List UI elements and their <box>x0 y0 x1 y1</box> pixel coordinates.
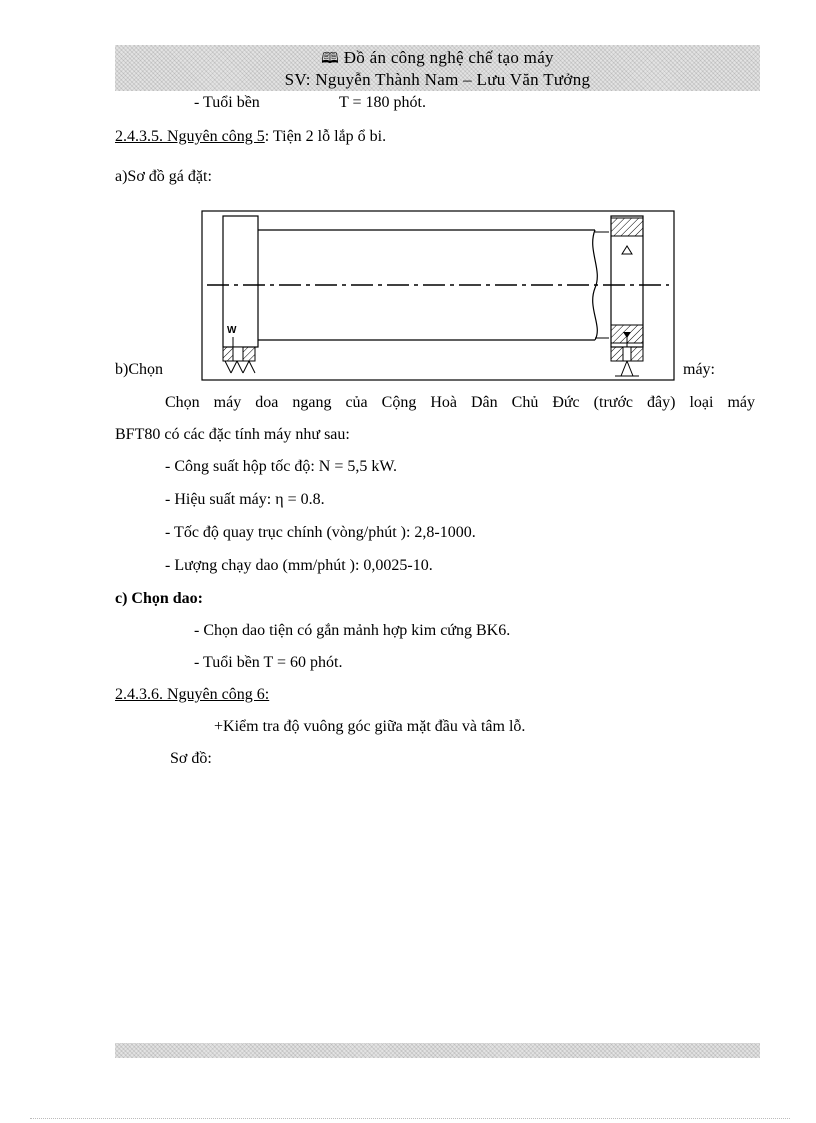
page-bottom-divider <box>30 1118 790 1119</box>
right-clamp-jaw <box>611 347 623 361</box>
header-title: Đồ án công nghệ chế tạo máy <box>343 48 554 67</box>
machine-description-line2: BFT80 có các đặc tính máy như sau: <box>115 426 350 443</box>
machine-word: máy: <box>683 361 715 378</box>
header-title-line <box>115 45 760 69</box>
spec-spindle-speed: - Tốc độ quay trục chính (vòng/phút ): 2,8-1000. <box>165 524 476 541</box>
tool-life-prev-label: - Tuổi bền <box>194 94 260 111</box>
tool-life-prev-value: T = 180 phót. <box>339 94 426 111</box>
diagram-label: Sơ đồ: <box>170 750 212 767</box>
diagram-frame <box>202 211 674 380</box>
choose-label: b)Chọn <box>115 361 163 378</box>
tool-life: - Tuổi bền T = 60 phót. <box>194 654 343 671</box>
tool-heading: c) Chọn dao: <box>115 590 204 607</box>
op5-title: : Tiện 2 lỗ lắp ổ bi. <box>264 128 387 145</box>
page-footer-bar <box>115 1043 760 1058</box>
setup-diagram <box>201 210 675 382</box>
tool-choice: - Chọn dao tiện có gắn mảnh hợp kim cứng BK6. <box>194 622 511 639</box>
spec-feed-rate: - Lượng chạy dao (mm/phút ): 0,0025-10. <box>165 557 433 574</box>
spec-efficiency: - Hiệu suất máy: η = 0.8. <box>165 491 325 508</box>
clamp-force-label: W <box>227 325 237 336</box>
header-authors: SV: Nguyễn Thành Nam – Lưu Văn Tưởng <box>284 70 591 89</box>
machine-description-line1: Chọn máy doa ngang của Cộng Hoà Dân Chủ Đức (trước đây) loại máy <box>165 394 755 411</box>
book-icon: 🕮 <box>321 49 340 67</box>
op6-heading: 2.4.3.6. Nguyên công 6: <box>115 686 270 703</box>
page-header <box>115 45 760 91</box>
left-clamp-jaw <box>223 347 233 361</box>
left-support-feet <box>225 361 255 373</box>
op5-heading-line <box>115 127 386 147</box>
setup-label: a)Sơ đồ gá đặt: <box>115 168 212 185</box>
op6-check: +Kiểm tra độ vuông góc giữa mặt đầu và tâm lỗ. <box>214 718 526 735</box>
op5-heading: 2.4.3.5. Nguyên công 5 <box>115 128 265 145</box>
right-support-feet <box>615 361 639 376</box>
spec-power: - Công suất hộp tốc độ: N = 5,5 kW. <box>165 458 397 475</box>
